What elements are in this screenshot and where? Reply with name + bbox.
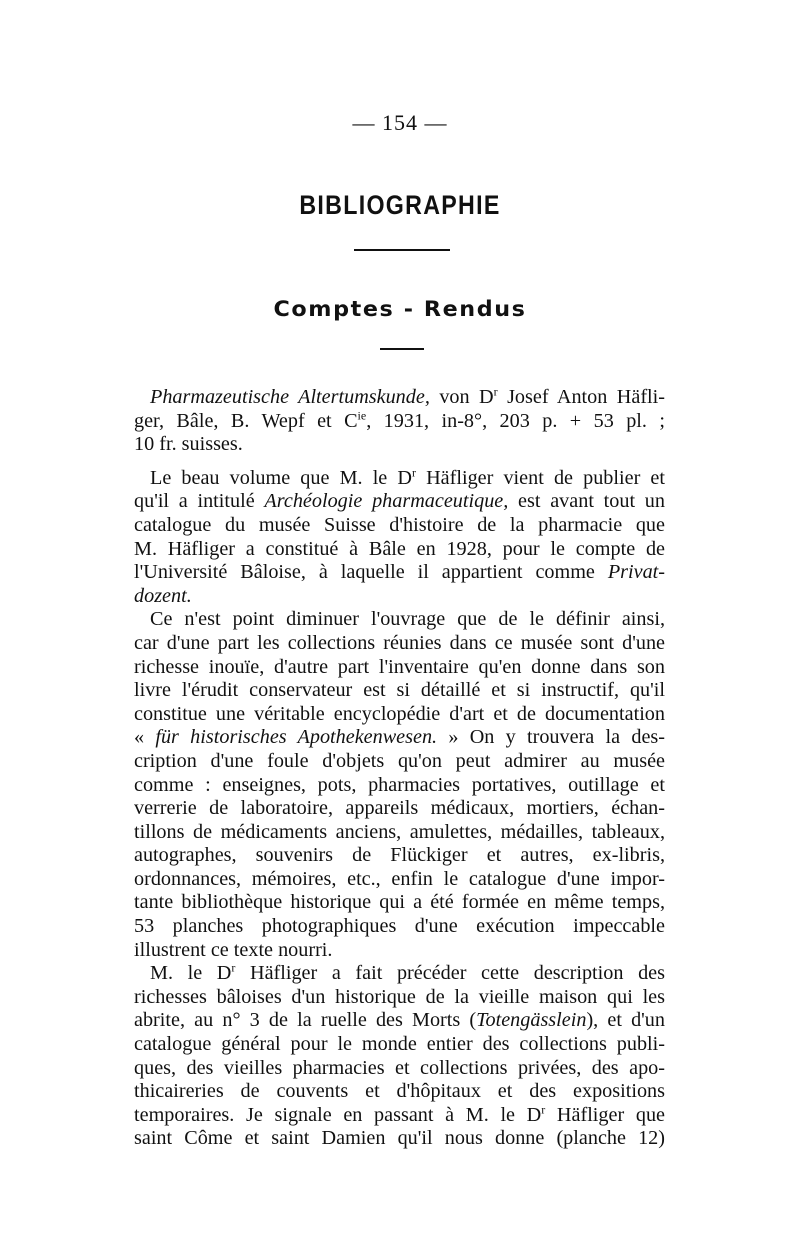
text-line [134, 490, 665, 514]
text-segment: ques, des vieilles pharmacies et collections privées, des apo- [134, 1056, 665, 1079]
text-line [134, 797, 665, 821]
text-segment: abrite, au n° 3 de la ruelle des Morts ( [134, 1009, 477, 1032]
text-segment: Ce n'est point diminuer l'ouvrage que de le définir ainsi, [150, 608, 665, 631]
text-segment: catalogue du musée Suisse d'histoire de la pharmacie que [134, 513, 665, 536]
italic-text: für historisches Apothekenwesen. [155, 726, 438, 749]
text-line [134, 467, 665, 491]
superscript: r [231, 960, 236, 975]
text-line [134, 915, 665, 939]
text-segment: ger, Bâle, B. Wepf et C [134, 409, 358, 432]
text-segment: saint Côme et saint Damien qu'il nous donne (planche 12) [134, 1127, 665, 1150]
text-segment: Josef Anton Häfli- [497, 386, 665, 408]
superscript: r [493, 384, 498, 399]
text-line [134, 939, 665, 963]
text-segment: , 1931, in-8°, 203 p. + 53 pl. ; [366, 409, 665, 432]
text-segment: ), et d'un [586, 1009, 665, 1032]
italic-text: Privat- [607, 561, 665, 584]
text-line [134, 821, 665, 845]
text-line [134, 1080, 665, 1104]
text-segment: temporaires. Je signale en passant à M. le D [134, 1103, 542, 1126]
text-segment: livre l'érudit conservateur est si détaillé et si instructif, qu'il [134, 679, 665, 702]
text-line [134, 632, 665, 656]
text-segment: cription d'une foule d'objets qu'on peut admirer au musée [134, 749, 665, 772]
text-segment: comme : enseignes, pots, pharmacies portatives, outillage et [134, 773, 665, 796]
text-line [134, 703, 665, 727]
text-line [134, 608, 665, 632]
text-line [134, 868, 665, 892]
text-line [134, 656, 665, 680]
text-segment: ordonnances, mémoires, etc., enfin le catalogue d'une impor- [134, 867, 665, 890]
text-segment: car d'une part les collections réunies dans ce musée sont d'une [134, 631, 665, 654]
superscript: r [411, 465, 416, 480]
section-subtitle: Comptes - Rendus [273, 297, 527, 321]
text-line [134, 433, 665, 457]
text-line [134, 561, 665, 585]
superscript: ie [357, 407, 367, 422]
text-line [134, 774, 665, 798]
text-segment: 53 planches photographiques d'une exécution impeccable [134, 915, 665, 938]
review-body [134, 386, 665, 1151]
text-line [134, 1033, 665, 1057]
italic-text: dozent. [134, 584, 192, 607]
italic-text: Archéologie pharmaceutique, [264, 490, 509, 513]
superscript: r [541, 1102, 546, 1117]
text-segment: Häfliger vient de publier et [415, 466, 665, 489]
title-divider [354, 249, 450, 251]
text-segment: qu'il a intitulé [134, 490, 265, 513]
text-segment: M. le D [150, 962, 232, 985]
text-line [134, 750, 665, 774]
text-segment: tante bibliothèque historique qui a été formée en même temps, [134, 891, 665, 914]
section-title: BIBLIOGRAPHIE [299, 190, 501, 220]
text-segment: von D [429, 386, 494, 408]
text-segment: l'Université Bâloise, à laquelle il appartient comme [134, 561, 608, 584]
text-segment: illustrent ce texte nourri. [134, 938, 333, 961]
text-segment: autographes, souvenirs de Flückiger et autres, ex-libris, [134, 844, 665, 867]
text-line [134, 386, 665, 410]
text-segment: est avant tout un [508, 490, 665, 513]
text-line [134, 679, 665, 703]
italic-text: Pharmazeutische Altertumskunde, [150, 386, 430, 408]
text-line [134, 986, 665, 1010]
text-segment: Häfliger a fait précéder cette description des [235, 962, 665, 985]
text-segment: thicaireries de couvents et d'hôpitaux et des expositions [134, 1080, 665, 1103]
italic-text: Totengässlein [476, 1009, 587, 1032]
text-segment: Le beau volume que M. le D [150, 466, 412, 489]
text-segment: richesses bâloises d'un historique de la vieille maison qui les [134, 985, 665, 1008]
text-line [134, 844, 665, 868]
text-line [134, 514, 665, 538]
text-segment: « [134, 726, 156, 749]
text-line [134, 1104, 665, 1128]
text-line [134, 538, 665, 562]
page-number: — 154 — [352, 110, 448, 135]
text-segment: catalogue général pour le monde entier des collections publi- [134, 1033, 665, 1056]
text-line [134, 1127, 665, 1151]
text-line [134, 1009, 665, 1033]
text-segment: 10 fr. suisses. [134, 433, 243, 456]
text-line [134, 891, 665, 915]
text-line [134, 962, 665, 986]
text-segment: richesse inouïe, d'autre part l'inventaire qu'en donne dans son [134, 655, 665, 678]
text-segment: verrerie de laboratoire, appareils médicaux, mortiers, échan- [134, 797, 665, 820]
text-segment: tillons de médicaments anciens, amulettes, médailles, tableaux, [134, 820, 665, 843]
text-line [134, 1057, 665, 1081]
text-line [134, 726, 665, 750]
text-line [134, 585, 665, 609]
text-segment: M. Häfliger a constitué à Bâle en 1928, pour le compte de [134, 537, 665, 560]
text-line [134, 407, 665, 434]
subtitle-divider [380, 348, 424, 350]
text-segment: Häfliger que [545, 1103, 666, 1126]
text-segment: constitue une véritable encyclopédie d'art et de documentation [134, 702, 665, 725]
text-segment: » On y trouvera la des- [437, 726, 665, 749]
